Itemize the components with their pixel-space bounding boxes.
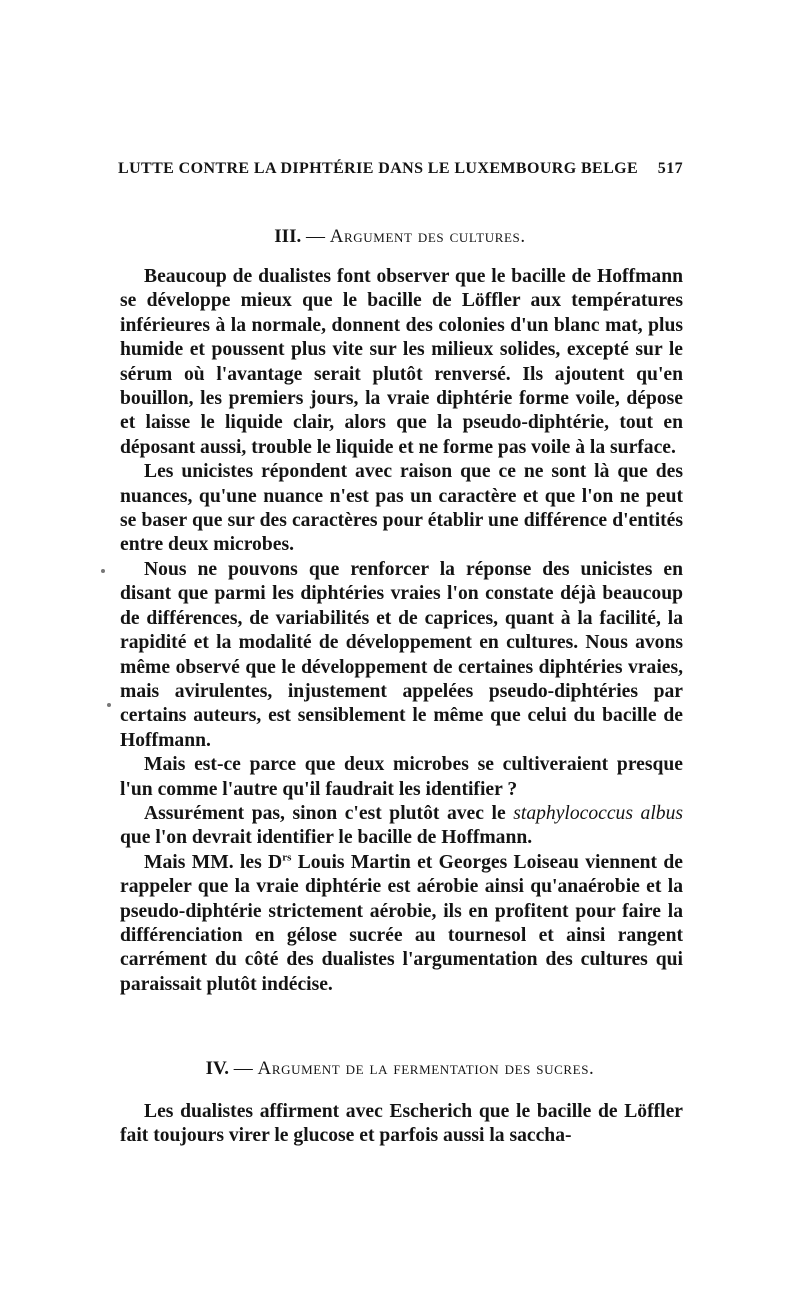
- paragraph: Les unicistes répondent avec raison que ce ne sont là que des nuances, qu'une nuance n'est pas un caractère et que l'on ne peut se baser que sur des caractères pour établir une différence d'entités entre deux microbes.: [120, 461, 683, 556]
- page-number: 517: [657, 160, 683, 177]
- margin-mark: [101, 569, 105, 573]
- paragraph: Beaucoup de dualistes font observer que le bacille de Hoffmann se développe mieux que le bacille de Löffler aux températures inférieures à la normale, donnent des colonies d'un blanc mat, plus humide et poussent plus vite sur les milieux solides, excepté sur le sérum où l'avantage serait plutôt renversé. Ils ajoutent qu'en bouillon, les premiers jours, la vraie diphtérie forme voile, dépose et laisse le liquide clair, alors que la pseudo-diphtérie, tout en déposant aussi, trouble le liquide et ne forme pas voile à la surface.: [120, 266, 683, 458]
- paragraph: [120, 802, 683, 851]
- paragraph: [120, 851, 683, 997]
- paragraph: Mais est-ce parce que deux microbes se cultiveraient presque l'un comme l'autre qu'il faudrait les identifier ?: [120, 754, 683, 800]
- running-head-title: LUTTE CONTRE LA DIPHTÉRIE DANS LE LUXEMBOURG BELGE: [118, 160, 639, 177]
- section-number: IV.: [205, 1058, 230, 1079]
- paragraph-text: que l'on devrait identifier le bacille de Hoffmann.: [120, 827, 533, 849]
- paragraph: Nous ne pouvons que renforcer la réponse des unicistes en disant que parmi les diphtéries vraies l'on constate déjà beaucoup de différences, de variabilités et de caprices, quant à la facilité, la rapidité et la modalité de développement en cultures. Nous avons même observé que le développement de certaines diphtéries vraies, mais avirulentes, injustement appelées pseudo-diphtéries par certains auteurs, est sensiblement le même que celui du bacille de Hoffmann.: [120, 558, 683, 751]
- species-name: staphylococcus albus: [513, 802, 683, 824]
- body-text-block: [120, 1100, 683, 1149]
- section-heading-iv: [0, 1058, 800, 1080]
- section-heading-iii: [0, 226, 800, 248]
- running-head: [118, 160, 683, 184]
- paragraph-text: Assurément pas, sinon c'est plutôt avec le: [144, 802, 514, 824]
- paragraph-text: Louis Martin et Georges Loiseau viennent de rappeler que la vraie diphtérie est aérobie ainsi qu'anaérobie et la pseudo-diphtérie strictement aérobie, ils en profitent pour faire la différenciation en gélose sucrée au tournesol et ainsi rangent carrément du côté des dualistes l'argumentation des cultures qui paraissait plutôt indécise.: [120, 851, 684, 995]
- body-text-block: [120, 265, 683, 997]
- superscript: rs: [282, 851, 292, 864]
- section-number: III.: [274, 226, 302, 247]
- section-title: Argument de la fermentation des sucres.: [257, 1058, 595, 1079]
- section-dash: —: [305, 226, 325, 247]
- margin-mark: [107, 703, 111, 707]
- paragraph: Les dualistes affirment avec Escherich que le bacille de Löffler fait toujours virer le glucose et parfois aussi la saccha-: [120, 1101, 683, 1147]
- section-title: Argument des cultures.: [329, 226, 526, 247]
- paragraph-text: Mais MM. les D: [144, 851, 283, 873]
- section-dash: —: [233, 1058, 253, 1079]
